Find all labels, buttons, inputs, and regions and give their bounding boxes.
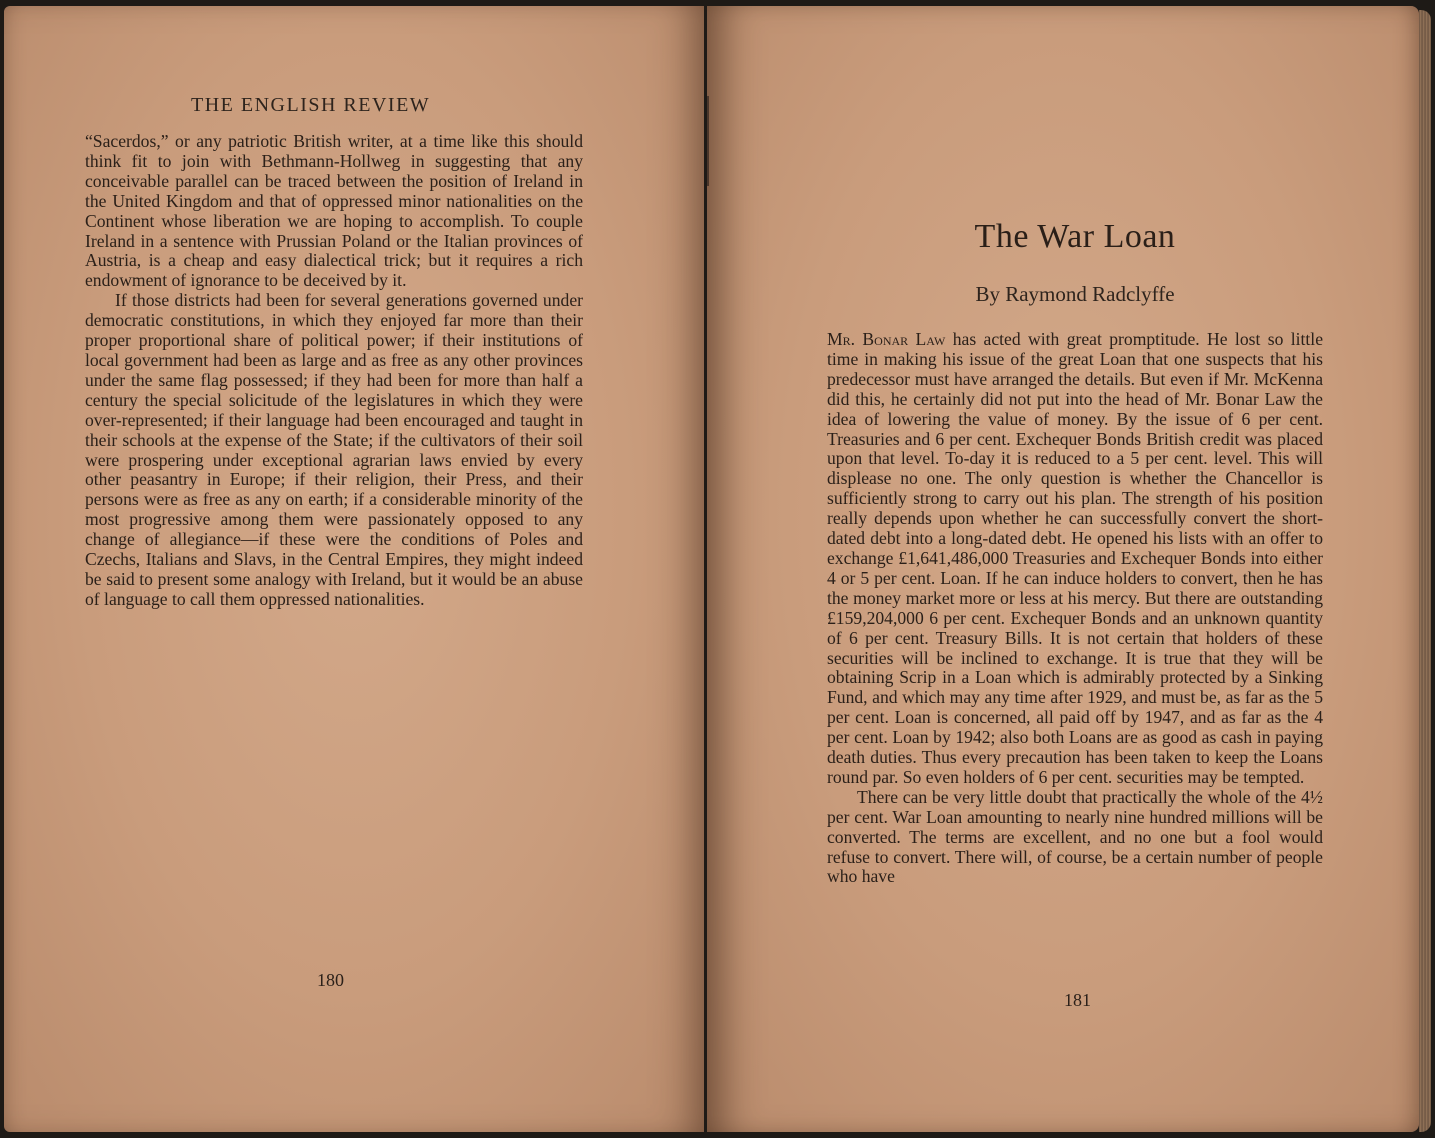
running-head: THE ENGLISH REVIEW (191, 94, 431, 116)
paragraph: If those districts had been for several generations governed under democratic constitutions, in which they enjoyed far more than their proper proportional share of political power; if their institutions of local government had been as large and as free as any other provinces under the same flag possessed; if they had been for more than half a century the special solicitude of the legislatures in which they were over-represented; if their language had been encouraged and taught in their schools at the expense of the State; if the cultivators of their soil were prospering under exceptional agrarian laws envied by every other peasantry in Europe; if their religion, their Press, and their persons were as free as any on earth; if a considerable minority of the most progressive among them were passionately opposed to any change of allegiance—if these were the conditions of Poles and Czechs, Italians and Slavs, in the Central Empires, they might indeed be said to present some analogy with Ireland, but it would be an abuse of language to call them oppressed nationalities. (85, 290, 583, 609)
paragraph: There can be very little doubt that practically the whole of the 4½ per cent. War Loan amounting to nearly nine hundred millions will be converted. The terms are excellent, and no one but a fool would refuse to convert. There will, of course, be a certain number of people who have (827, 786, 1323, 887)
article-title: The War Loan (974, 218, 1176, 255)
page-number: 181 (1064, 990, 1091, 1010)
paragraph (827, 330, 1323, 788)
right-text-column (827, 330, 1323, 887)
article-byline: By Raymond Radclyffe (975, 282, 1175, 306)
paragraph: “Sacerdos,” or any patriotic British writer, at a time like this should think fit to join with Bethmann-Hollweg in suggesting that any conceivable parallel can be traced between the position of Ireland in the United Kingdom and that of oppressed minor nationalities on the Continent whose liberation we are hoping to accomplish. To couple Ireland in a sentence with Prussian Poland or the Italian provinces of Austria, is a cheap and easy dialectical trick; but it requires a rich endowment of ignorance to be deceived by it. (85, 131, 583, 291)
page-edges (1419, 10, 1431, 1132)
left-page (4, 6, 704, 1132)
paragraph-body: has acted with great promptitude. He lost so little time in making his issue of the great Loan that one suspects that his predecessor must have arranged the details. But even if Mr. McKenna did this, he certainly did not put into the head of Mr. Bonar Law the idea of lowering the value of money. By the issue of 6 per cent. Treasuries and 6 per cent. Exchequer Bonds British credit was placed upon that level. To-day it is reduced to a 5 per cent. level. This will displease no one. The only question is whether the Chancellor is sufficiently strong to carry out his plan. The strength of his position really depends upon whether he can successfully convert the short-dated debt into a long-dated debt. He opened his lists with an offer to exchange £1,641,486,000 Treasuries and Exchequer Bonds into either 4 or 5 per cent. Loan. If he can induce holders to convert, then he has the money market more or less at his mercy. But there are outstanding £159,204,000 6 per cent. Exchequer Bonds and an unknown quantity of 6 per cent. Treasury Bills. It is not certain that holders of these securities will be inclined to exchange. It is true that they will be obtaining Scrip in a Loan which is admirably protected by a Sinking Fund, and which may any time after 1929, and must be, as far as the 5 per cent. Loan is concerned, all paid off by 1947, and as far as the 4 per cent. Loan by 1942; also both Loans are as good as cash in paying death duties. Thus every precaution has been taken to keep the Loans round par. So even holders of 6 per cent. securities may be tempted. (827, 329, 1324, 787)
right-page (707, 6, 1419, 1132)
page-number: 180 (317, 970, 344, 990)
lead-in: Mr. Bonar Law (827, 329, 946, 349)
left-text-column (85, 132, 583, 610)
gutter-mark (707, 96, 709, 186)
